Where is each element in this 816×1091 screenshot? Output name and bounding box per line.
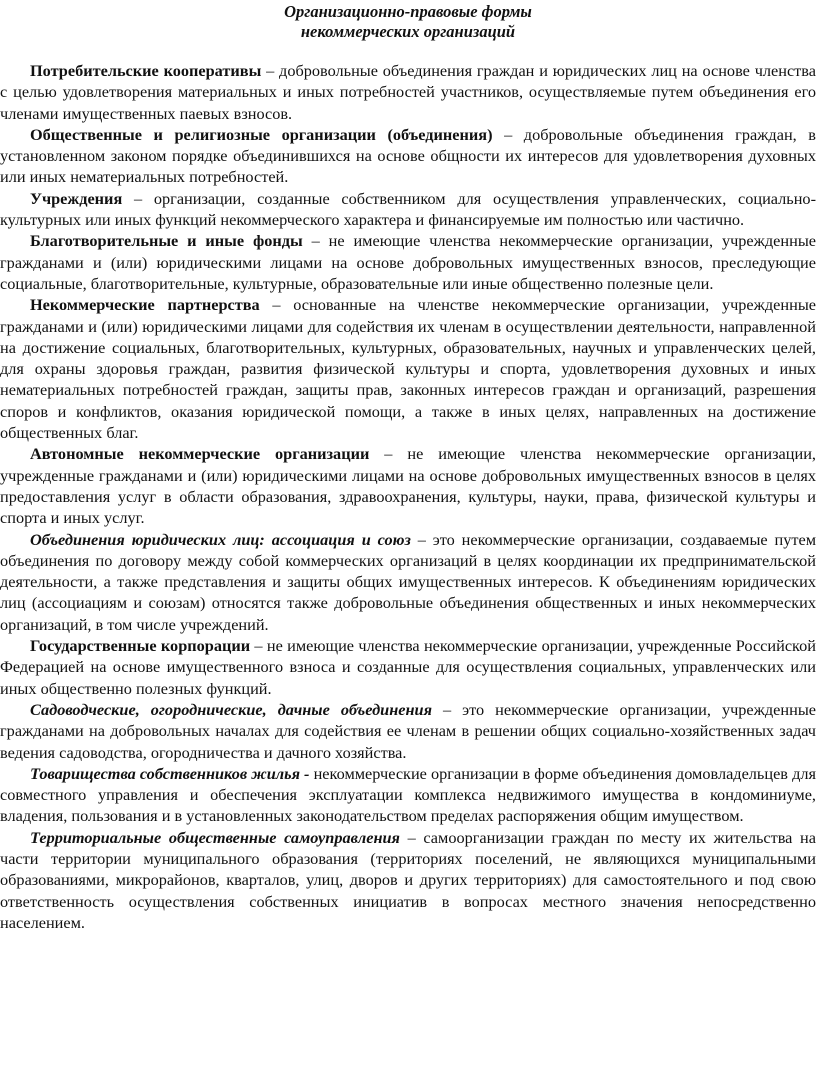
term-consumer-cooperatives: Потребительские кооперативы xyxy=(30,61,262,80)
paragraph-charitable-funds xyxy=(0,230,816,294)
definition-territorial-self-government: – самоорганизации граждан по месту их жительства на части территории муниципального образования (территориях поселений, не являющихся муниципальными образованиями, микрорайонов, кварталов, улиц, дворов и других территориях) для самостоятельного и под свою ответственность осуществления собственных инициатив в вопросах местного значения непосредственно населением. xyxy=(0,827,816,932)
title-line-1: Организационно-правовые формы xyxy=(284,2,532,21)
paragraph-garden-associations xyxy=(0,699,816,763)
definition-autonomous-organizations: – не имеющие членства некоммерческие организации, учрежденные гражданами и (или) юридическими лицами на основе добровольных имущественных взносов в целях предоставления услуг в области образования, здравоохранения, культуры, науки, права, физической культуры и спорта и иных услуг. xyxy=(0,444,816,528)
paragraph-consumer-cooperatives xyxy=(0,60,816,124)
term-charitable-funds: Благотворительные и иные фонды xyxy=(30,231,303,251)
term-territorial-self-government: Территориальные общественные самоуправления xyxy=(30,827,400,847)
definition-state-corporations: – не имеющие членства некоммерческие организации, учрежденные Российской Федерацией на основе имущественного взноса и созданные для осуществления социальных, управленческих или иных общественно полезных функций. xyxy=(0,636,816,698)
term-garden-associations: Садоводческие, огороднические, дачные объединения xyxy=(30,699,432,719)
definition-charitable-funds: – не имеющие членства некоммерческие организации, учрежденные гражданами и (или) юридическими лицами на основе добровольных имущественных взносов, преследующие социальные, благотворительные, культурные, образовательные или иные общественно полезные цели. xyxy=(0,231,816,293)
paragraph-state-corporations xyxy=(0,635,816,699)
paragraph-autonomous-organizations xyxy=(0,443,816,528)
definition-consumer-cooperatives: – добровольные объединения граждан и юридических лиц на основе членства с целью удовлетворения материальных и иных потребностей участников, осуществляемые путем объединения его членами имущественных паевых взносов. xyxy=(0,61,816,123)
paragraph-noncommercial-partnerships xyxy=(0,294,816,443)
definition-homeowners-associations: некоммерческие организации в форме объединения домовладельцев для совместного управления и обеспечения эксплуатации комплекса недвижимого имущества в кондоминиуме, владения, пользования и в установленных законодательством пределах распоряжения общим имуществом. xyxy=(0,763,816,826)
definition-institutions: – организации, созданные собственником для осуществления управленческих, социально-культурных или иных функций некоммерческого характера и финансируемые им полностью или частично. xyxy=(0,188,816,230)
definition-garden-associations: – это некоммерческие организации, учрежденные гражданами на добровольных началах для содействия ее членам в решении общих социально-хозяйственных задач ведения садоводства, огородничества и дачного хозяйства. xyxy=(0,699,816,762)
definition-noncommercial-partnerships: – основанные на членстве некоммерческие организации, учрежденные гражданами и (или) юридическими лицами для содействия их членам в осуществлении деятельности, направленной на достижение социальных, благотворительных, культурных, образовательных, научных и управленческих целей, для охраны здоровья граждан, развития физической культуры и спорта, удовлетворения духовных и иных нематериальных потребностей граждан, защиты прав, законных интересов граждан и организаций, разрешения споров и конфликтов, оказания юридической помощи, а также в иных целях, направленных на достижение общественных благ. xyxy=(0,295,816,443)
paragraph-homeowners-associations xyxy=(0,763,816,827)
term-institutions: Учреждения xyxy=(30,188,123,208)
definition-public-religious-organizations: – добровольные объединения граждан, в установленном законом порядке объединившихся на основе общности их интересов для удовлетворения духовных или иных нематериальных потребностей. xyxy=(0,124,816,187)
paragraph-legal-entity-associations xyxy=(0,529,816,635)
term-state-corporations: Государственные корпорации xyxy=(30,636,251,656)
title-line-2: некоммерческих организаций xyxy=(300,22,516,41)
paragraph-territorial-self-government xyxy=(0,827,816,933)
document-body xyxy=(0,60,816,933)
term-noncommercial-partnerships: Некоммерческие партнерства xyxy=(30,295,260,315)
definition-legal-entity-associations: – это некоммерческие организации, создаваемые путем объединения по договору между собой коммерческих организаций в целях координации их предпринимательской деятельности, а также представления и защиты общих имущественных интересов. К объединениям юридических лиц (ассоциациям и союзам) относятся также добровольные объединения общественных и иных некоммерческих организаций, в том числе учреждений. xyxy=(0,529,816,634)
term-public-religious-organizations: Общественные и религиозные организации (объединения) xyxy=(30,124,493,144)
paragraph-public-religious-organizations xyxy=(0,124,816,188)
term-legal-entity-associations: Объединения юридических лиц: ассоциация и союз xyxy=(30,529,411,549)
term-homeowners-associations: Товарищества собственников жилья - xyxy=(30,763,310,783)
page-title xyxy=(0,2,816,42)
term-autonomous-organizations: Автономные некоммерческие организации xyxy=(30,444,370,464)
paragraph-institutions xyxy=(0,188,816,231)
